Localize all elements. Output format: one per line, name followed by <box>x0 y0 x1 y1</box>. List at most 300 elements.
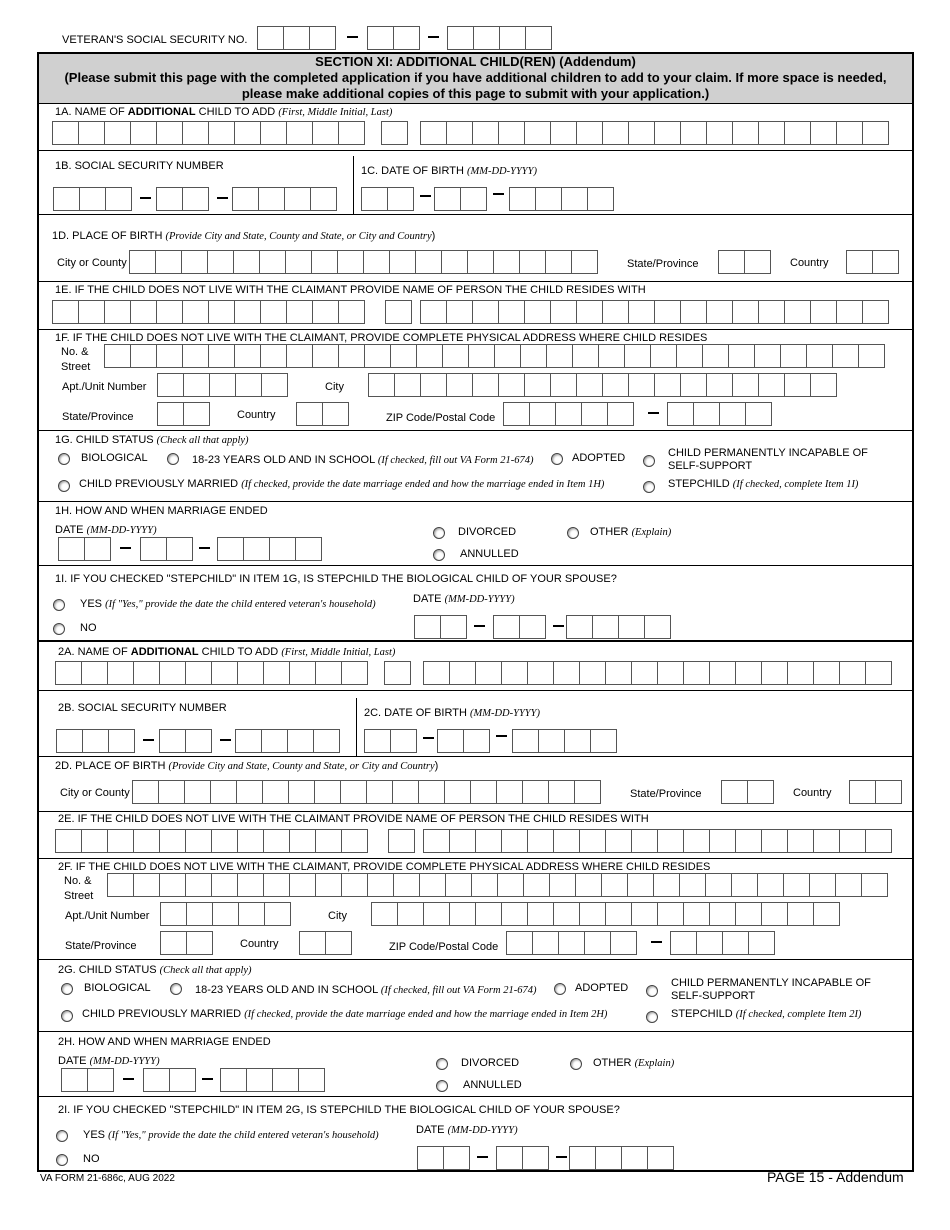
birth-city-box[interactable] <box>366 780 393 804</box>
adopted-radio[interactable] <box>554 983 566 995</box>
street-box[interactable] <box>364 344 391 368</box>
birth-state-box[interactable] <box>721 780 748 804</box>
birth-city-box[interactable] <box>288 780 315 804</box>
resides-last-box[interactable] <box>628 300 655 324</box>
birth-city-box[interactable] <box>574 780 601 804</box>
household-day-box[interactable] <box>493 615 520 639</box>
resides-first-box[interactable] <box>107 829 134 853</box>
birth-city-box[interactable] <box>155 250 182 274</box>
child-ssn-box[interactable] <box>310 187 337 211</box>
birth-state-box[interactable] <box>718 250 745 274</box>
street-box[interactable] <box>156 344 183 368</box>
birth-state-box[interactable] <box>744 250 771 274</box>
street-box[interactable] <box>445 873 472 897</box>
resides-last-box[interactable] <box>787 829 814 853</box>
city-box[interactable] <box>394 373 421 397</box>
birth-city-box[interactable] <box>132 780 159 804</box>
dob-year-box[interactable] <box>538 729 565 753</box>
resides-last-box[interactable] <box>501 829 528 853</box>
birth-city-box[interactable] <box>545 250 572 274</box>
resides-last-box[interactable] <box>576 300 603 324</box>
last-name-box[interactable] <box>420 121 447 145</box>
street-box[interactable] <box>624 344 651 368</box>
birth-city-box[interactable] <box>548 780 575 804</box>
resides-last-box[interactable] <box>472 300 499 324</box>
dob-month-box[interactable] <box>387 187 414 211</box>
yes-radio[interactable] <box>53 599 65 611</box>
street-box[interactable] <box>367 873 394 897</box>
country-box[interactable] <box>322 402 349 426</box>
street-box[interactable] <box>780 344 807 368</box>
resides-last-box[interactable] <box>498 300 525 324</box>
street-box[interactable] <box>705 873 732 897</box>
city-box[interactable] <box>605 902 632 926</box>
dob-year-box[interactable] <box>564 729 591 753</box>
last-name-box[interactable] <box>553 661 580 685</box>
street-box[interactable] <box>263 873 290 897</box>
birth-city-box[interactable] <box>259 250 286 274</box>
first-name-box[interactable] <box>107 661 134 685</box>
first-name-box[interactable] <box>133 661 160 685</box>
child-ssn-box[interactable] <box>232 187 259 211</box>
incapable-radio[interactable] <box>646 985 658 997</box>
apt-box[interactable] <box>209 373 236 397</box>
first-name-box[interactable] <box>211 661 238 685</box>
last-name-box[interactable] <box>761 661 788 685</box>
last-name-box[interactable] <box>862 121 889 145</box>
street-box[interactable] <box>390 344 417 368</box>
state-box[interactable] <box>157 402 184 426</box>
resides-first-box[interactable] <box>341 829 368 853</box>
resides-first-box[interactable] <box>133 829 160 853</box>
resides-last-box[interactable] <box>683 829 710 853</box>
city-box[interactable] <box>501 902 528 926</box>
household-day-box[interactable] <box>522 1146 549 1170</box>
birth-city-box[interactable] <box>496 780 523 804</box>
city-box[interactable] <box>657 902 684 926</box>
resides-last-box[interactable] <box>813 829 840 853</box>
biological-radio[interactable] <box>61 983 73 995</box>
child-ssn-box[interactable] <box>105 187 132 211</box>
street-box[interactable] <box>416 344 443 368</box>
resides-first-box[interactable] <box>312 300 339 324</box>
veteran-ssn-box[interactable] <box>525 26 552 50</box>
middle-initial-box[interactable] <box>384 661 411 685</box>
last-name-box[interactable] <box>735 661 762 685</box>
birth-city-box[interactable] <box>129 250 156 274</box>
birth-city-box[interactable] <box>181 250 208 274</box>
marriage-year-box[interactable] <box>217 537 244 561</box>
street-box[interactable] <box>211 873 238 897</box>
first-name-box[interactable] <box>341 661 368 685</box>
resides-last-box[interactable] <box>761 829 788 853</box>
last-name-box[interactable] <box>631 661 658 685</box>
veteran-ssn-box[interactable] <box>309 26 336 50</box>
birth-city-box[interactable] <box>467 250 494 274</box>
incapable-radio[interactable] <box>643 455 655 467</box>
street-box[interactable] <box>182 344 209 368</box>
zip-box[interactable] <box>558 931 585 955</box>
resides-first-box[interactable] <box>286 300 313 324</box>
street-box[interactable] <box>208 344 235 368</box>
street-box[interactable] <box>234 344 261 368</box>
household-month-box[interactable] <box>440 615 467 639</box>
veteran-ssn-box[interactable] <box>473 26 500 50</box>
marriage-day-box[interactable] <box>166 537 193 561</box>
marriage-day-box[interactable] <box>169 1068 196 1092</box>
household-day-box[interactable] <box>496 1146 523 1170</box>
last-name-box[interactable] <box>680 121 707 145</box>
resides-last-box[interactable] <box>709 829 736 853</box>
zip-box[interactable] <box>503 402 530 426</box>
street-box[interactable] <box>419 873 446 897</box>
dob-year-box[interactable] <box>561 187 588 211</box>
street-box[interactable] <box>341 873 368 897</box>
city-box[interactable] <box>524 373 551 397</box>
resides-last-box[interactable] <box>475 829 502 853</box>
zip4-box[interactable] <box>667 402 694 426</box>
first-name-box[interactable] <box>159 661 186 685</box>
street-box[interactable] <box>858 344 885 368</box>
first-name-box[interactable] <box>315 661 342 685</box>
country-box[interactable] <box>296 402 323 426</box>
state-box[interactable] <box>160 931 187 955</box>
country-box[interactable] <box>299 931 326 955</box>
first-name-box[interactable] <box>104 121 131 145</box>
zip-box[interactable] <box>610 931 637 955</box>
state-box[interactable] <box>183 402 210 426</box>
last-name-box[interactable] <box>839 661 866 685</box>
street-box[interactable] <box>315 873 342 897</box>
birth-city-box[interactable] <box>470 780 497 804</box>
veteran-ssn-box[interactable] <box>283 26 310 50</box>
last-name-box[interactable] <box>524 121 551 145</box>
street-box[interactable] <box>494 344 521 368</box>
birth-city-box[interactable] <box>519 250 546 274</box>
resides-last-box[interactable] <box>602 300 629 324</box>
street-box[interactable] <box>728 344 755 368</box>
resides-last-box[interactable] <box>423 829 450 853</box>
street-box[interactable] <box>185 873 212 897</box>
street-box[interactable] <box>107 873 134 897</box>
zip4-box[interactable] <box>748 931 775 955</box>
last-name-box[interactable] <box>605 661 632 685</box>
street-box[interactable] <box>598 344 625 368</box>
apt-box[interactable] <box>157 373 184 397</box>
resides-last-box[interactable] <box>527 829 554 853</box>
last-name-box[interactable] <box>446 121 473 145</box>
child-ssn-box[interactable] <box>284 187 311 211</box>
household-year-box[interactable] <box>592 615 619 639</box>
resides-last-box[interactable] <box>865 829 892 853</box>
child-ssn-box[interactable] <box>108 729 135 753</box>
resides-first-box[interactable] <box>260 300 287 324</box>
dob-month-box[interactable] <box>361 187 388 211</box>
last-name-box[interactable] <box>498 121 525 145</box>
city-box[interactable] <box>813 902 840 926</box>
resides-first-box[interactable] <box>130 300 157 324</box>
city-box[interactable] <box>628 373 655 397</box>
country-box[interactable] <box>325 931 352 955</box>
city-box[interactable] <box>787 902 814 926</box>
veteran-ssn-box[interactable] <box>447 26 474 50</box>
dob-day-box[interactable] <box>463 729 490 753</box>
apt-box[interactable] <box>186 902 213 926</box>
city-box[interactable] <box>735 902 762 926</box>
street-box[interactable] <box>650 344 677 368</box>
marriage-month-box[interactable] <box>58 537 85 561</box>
divorced-radio[interactable] <box>433 527 445 539</box>
street-box[interactable] <box>572 344 599 368</box>
child-ssn-box[interactable] <box>53 187 80 211</box>
last-name-box[interactable] <box>813 661 840 685</box>
street-box[interactable] <box>627 873 654 897</box>
resides-first-box[interactable] <box>52 300 79 324</box>
city-box[interactable] <box>784 373 811 397</box>
resides-last-box[interactable] <box>810 300 837 324</box>
marriage-day-box[interactable] <box>140 537 167 561</box>
street-box[interactable] <box>130 344 157 368</box>
zip-box[interactable] <box>581 402 608 426</box>
last-name-box[interactable] <box>527 661 554 685</box>
resides-first-box[interactable] <box>78 300 105 324</box>
dob-year-box[interactable] <box>590 729 617 753</box>
street-box[interactable] <box>731 873 758 897</box>
marriage-month-box[interactable] <box>84 537 111 561</box>
last-name-box[interactable] <box>758 121 785 145</box>
marriage-month-box[interactable] <box>87 1068 114 1092</box>
dob-day-box[interactable] <box>434 187 461 211</box>
birth-city-box[interactable] <box>340 780 367 804</box>
veteran-ssn-box[interactable] <box>367 26 394 50</box>
child-ssn-box[interactable] <box>159 729 186 753</box>
last-name-box[interactable] <box>865 661 892 685</box>
street-box[interactable] <box>861 873 888 897</box>
city-box[interactable] <box>472 373 499 397</box>
last-name-box[interactable] <box>423 661 450 685</box>
street-box[interactable] <box>286 344 313 368</box>
city-box[interactable] <box>709 902 736 926</box>
stepchild-radio[interactable] <box>646 1011 658 1023</box>
birth-country-box[interactable] <box>849 780 876 804</box>
city-box[interactable] <box>761 902 788 926</box>
resides-last-box[interactable] <box>735 829 762 853</box>
birth-country-box[interactable] <box>846 250 873 274</box>
first-name-box[interactable] <box>208 121 235 145</box>
city-box[interactable] <box>683 902 710 926</box>
zip-box[interactable] <box>506 931 533 955</box>
city-box[interactable] <box>576 373 603 397</box>
zip4-box[interactable] <box>696 931 723 955</box>
child-ssn-box[interactable] <box>235 729 262 753</box>
city-box[interactable] <box>602 373 629 397</box>
zip4-box[interactable] <box>722 931 749 955</box>
child-ssn-box[interactable] <box>182 187 209 211</box>
resides-first-box[interactable] <box>338 300 365 324</box>
zip-box[interactable] <box>607 402 634 426</box>
household-month-box[interactable] <box>417 1146 444 1170</box>
marriage-day-box[interactable] <box>143 1068 170 1092</box>
city-box[interactable] <box>706 373 733 397</box>
resides-last-box[interactable] <box>420 300 447 324</box>
last-name-box[interactable] <box>706 121 733 145</box>
street-box[interactable] <box>702 344 729 368</box>
dob-day-box[interactable] <box>460 187 487 211</box>
school-radio[interactable] <box>167 453 179 465</box>
resides-last-box[interactable] <box>862 300 889 324</box>
birth-city-box[interactable] <box>262 780 289 804</box>
first-name-box[interactable] <box>260 121 287 145</box>
zip4-box[interactable] <box>670 931 697 955</box>
first-name-box[interactable] <box>237 661 264 685</box>
street-box[interactable] <box>549 873 576 897</box>
household-year-box[interactable] <box>566 615 593 639</box>
street-box[interactable] <box>471 873 498 897</box>
resides-last-box[interactable] <box>758 300 785 324</box>
city-box[interactable] <box>527 902 554 926</box>
last-name-box[interactable] <box>576 121 603 145</box>
last-name-box[interactable] <box>449 661 476 685</box>
marriage-year-box[interactable] <box>246 1068 273 1092</box>
city-box[interactable] <box>475 902 502 926</box>
resides-last-box[interactable] <box>706 300 733 324</box>
last-name-box[interactable] <box>579 661 606 685</box>
birth-city-box[interactable] <box>207 250 234 274</box>
resides-first-box[interactable] <box>237 829 264 853</box>
dob-month-box[interactable] <box>390 729 417 753</box>
city-box[interactable] <box>397 902 424 926</box>
birth-city-box[interactable] <box>210 780 237 804</box>
resides-first-box[interactable] <box>211 829 238 853</box>
marriage-year-box[interactable] <box>220 1068 247 1092</box>
city-box[interactable] <box>550 373 577 397</box>
household-year-box[interactable] <box>618 615 645 639</box>
apt-box[interactable] <box>183 373 210 397</box>
resides-first-box[interactable] <box>182 300 209 324</box>
child-ssn-box[interactable] <box>79 187 106 211</box>
child-ssn-box[interactable] <box>258 187 285 211</box>
street-box[interactable] <box>520 344 547 368</box>
resides-first-box[interactable] <box>159 829 186 853</box>
resides-last-box[interactable] <box>836 300 863 324</box>
marriage-year-box[interactable] <box>295 537 322 561</box>
household-year-box[interactable] <box>569 1146 596 1170</box>
birth-city-box[interactable] <box>392 780 419 804</box>
street-box[interactable] <box>806 344 833 368</box>
household-day-box[interactable] <box>519 615 546 639</box>
household-year-box[interactable] <box>647 1146 674 1170</box>
birth-country-box[interactable] <box>872 250 899 274</box>
resides-last-box[interactable] <box>524 300 551 324</box>
last-name-box[interactable] <box>628 121 655 145</box>
street-box[interactable] <box>832 344 859 368</box>
child-ssn-box[interactable] <box>82 729 109 753</box>
previously-married-radio[interactable] <box>61 1010 73 1022</box>
birth-city-box[interactable] <box>493 250 520 274</box>
apt-box[interactable] <box>212 902 239 926</box>
child-ssn-box[interactable] <box>287 729 314 753</box>
city-box[interactable] <box>371 902 398 926</box>
street-box[interactable] <box>159 873 186 897</box>
street-box[interactable] <box>783 873 810 897</box>
first-name-box[interactable] <box>234 121 261 145</box>
adopted-radio[interactable] <box>551 453 563 465</box>
street-box[interactable] <box>312 344 339 368</box>
resides-last-box[interactable] <box>553 829 580 853</box>
dob-month-box[interactable] <box>364 729 391 753</box>
city-box[interactable] <box>446 373 473 397</box>
zip4-box[interactable] <box>745 402 772 426</box>
birth-city-box[interactable] <box>285 250 312 274</box>
birth-city-box[interactable] <box>236 780 263 804</box>
household-year-box[interactable] <box>621 1146 648 1170</box>
last-name-box[interactable] <box>787 661 814 685</box>
first-name-box[interactable] <box>52 121 79 145</box>
birth-country-box[interactable] <box>875 780 902 804</box>
marriage-month-box[interactable] <box>61 1068 88 1092</box>
zip-box[interactable] <box>555 402 582 426</box>
city-box[interactable] <box>579 902 606 926</box>
last-name-box[interactable] <box>472 121 499 145</box>
street-box[interactable] <box>523 873 550 897</box>
household-month-box[interactable] <box>414 615 441 639</box>
dob-year-box[interactable] <box>509 187 536 211</box>
zip4-box[interactable] <box>719 402 746 426</box>
state-box[interactable] <box>186 931 213 955</box>
annulled-radio[interactable] <box>433 549 445 561</box>
street-box[interactable] <box>133 873 160 897</box>
birth-city-box[interactable] <box>311 250 338 274</box>
apt-box[interactable] <box>238 902 265 926</box>
birth-city-box[interactable] <box>415 250 442 274</box>
city-box[interactable] <box>631 902 658 926</box>
resides-first-box[interactable] <box>104 300 131 324</box>
marriage-year-box[interactable] <box>298 1068 325 1092</box>
zip-box[interactable] <box>529 402 556 426</box>
resides-last-box[interactable] <box>446 300 473 324</box>
resides-first-box[interactable] <box>55 829 82 853</box>
birth-state-box[interactable] <box>747 780 774 804</box>
resides-first-box[interactable] <box>234 300 261 324</box>
city-box[interactable] <box>654 373 681 397</box>
last-name-box[interactable] <box>732 121 759 145</box>
first-name-box[interactable] <box>81 661 108 685</box>
marriage-year-box[interactable] <box>269 537 296 561</box>
dob-year-box[interactable] <box>587 187 614 211</box>
street-box[interactable] <box>601 873 628 897</box>
birth-city-box[interactable] <box>444 780 471 804</box>
resides-last-box[interactable] <box>550 300 577 324</box>
street-box[interactable] <box>809 873 836 897</box>
street-box[interactable] <box>757 873 784 897</box>
resides-last-box[interactable] <box>657 829 684 853</box>
dob-year-box[interactable] <box>535 187 562 211</box>
birth-city-box[interactable] <box>158 780 185 804</box>
birth-city-box[interactable] <box>233 250 260 274</box>
street-box[interactable] <box>104 344 131 368</box>
resides-last-box[interactable] <box>449 829 476 853</box>
resides-mi-box[interactable] <box>385 300 412 324</box>
birth-city-box[interactable] <box>184 780 211 804</box>
city-box[interactable] <box>423 902 450 926</box>
street-box[interactable] <box>338 344 365 368</box>
household-month-box[interactable] <box>443 1146 470 1170</box>
first-name-box[interactable] <box>263 661 290 685</box>
apt-box[interactable] <box>264 902 291 926</box>
child-ssn-box[interactable] <box>56 729 83 753</box>
city-box[interactable] <box>368 373 395 397</box>
city-box[interactable] <box>449 902 476 926</box>
